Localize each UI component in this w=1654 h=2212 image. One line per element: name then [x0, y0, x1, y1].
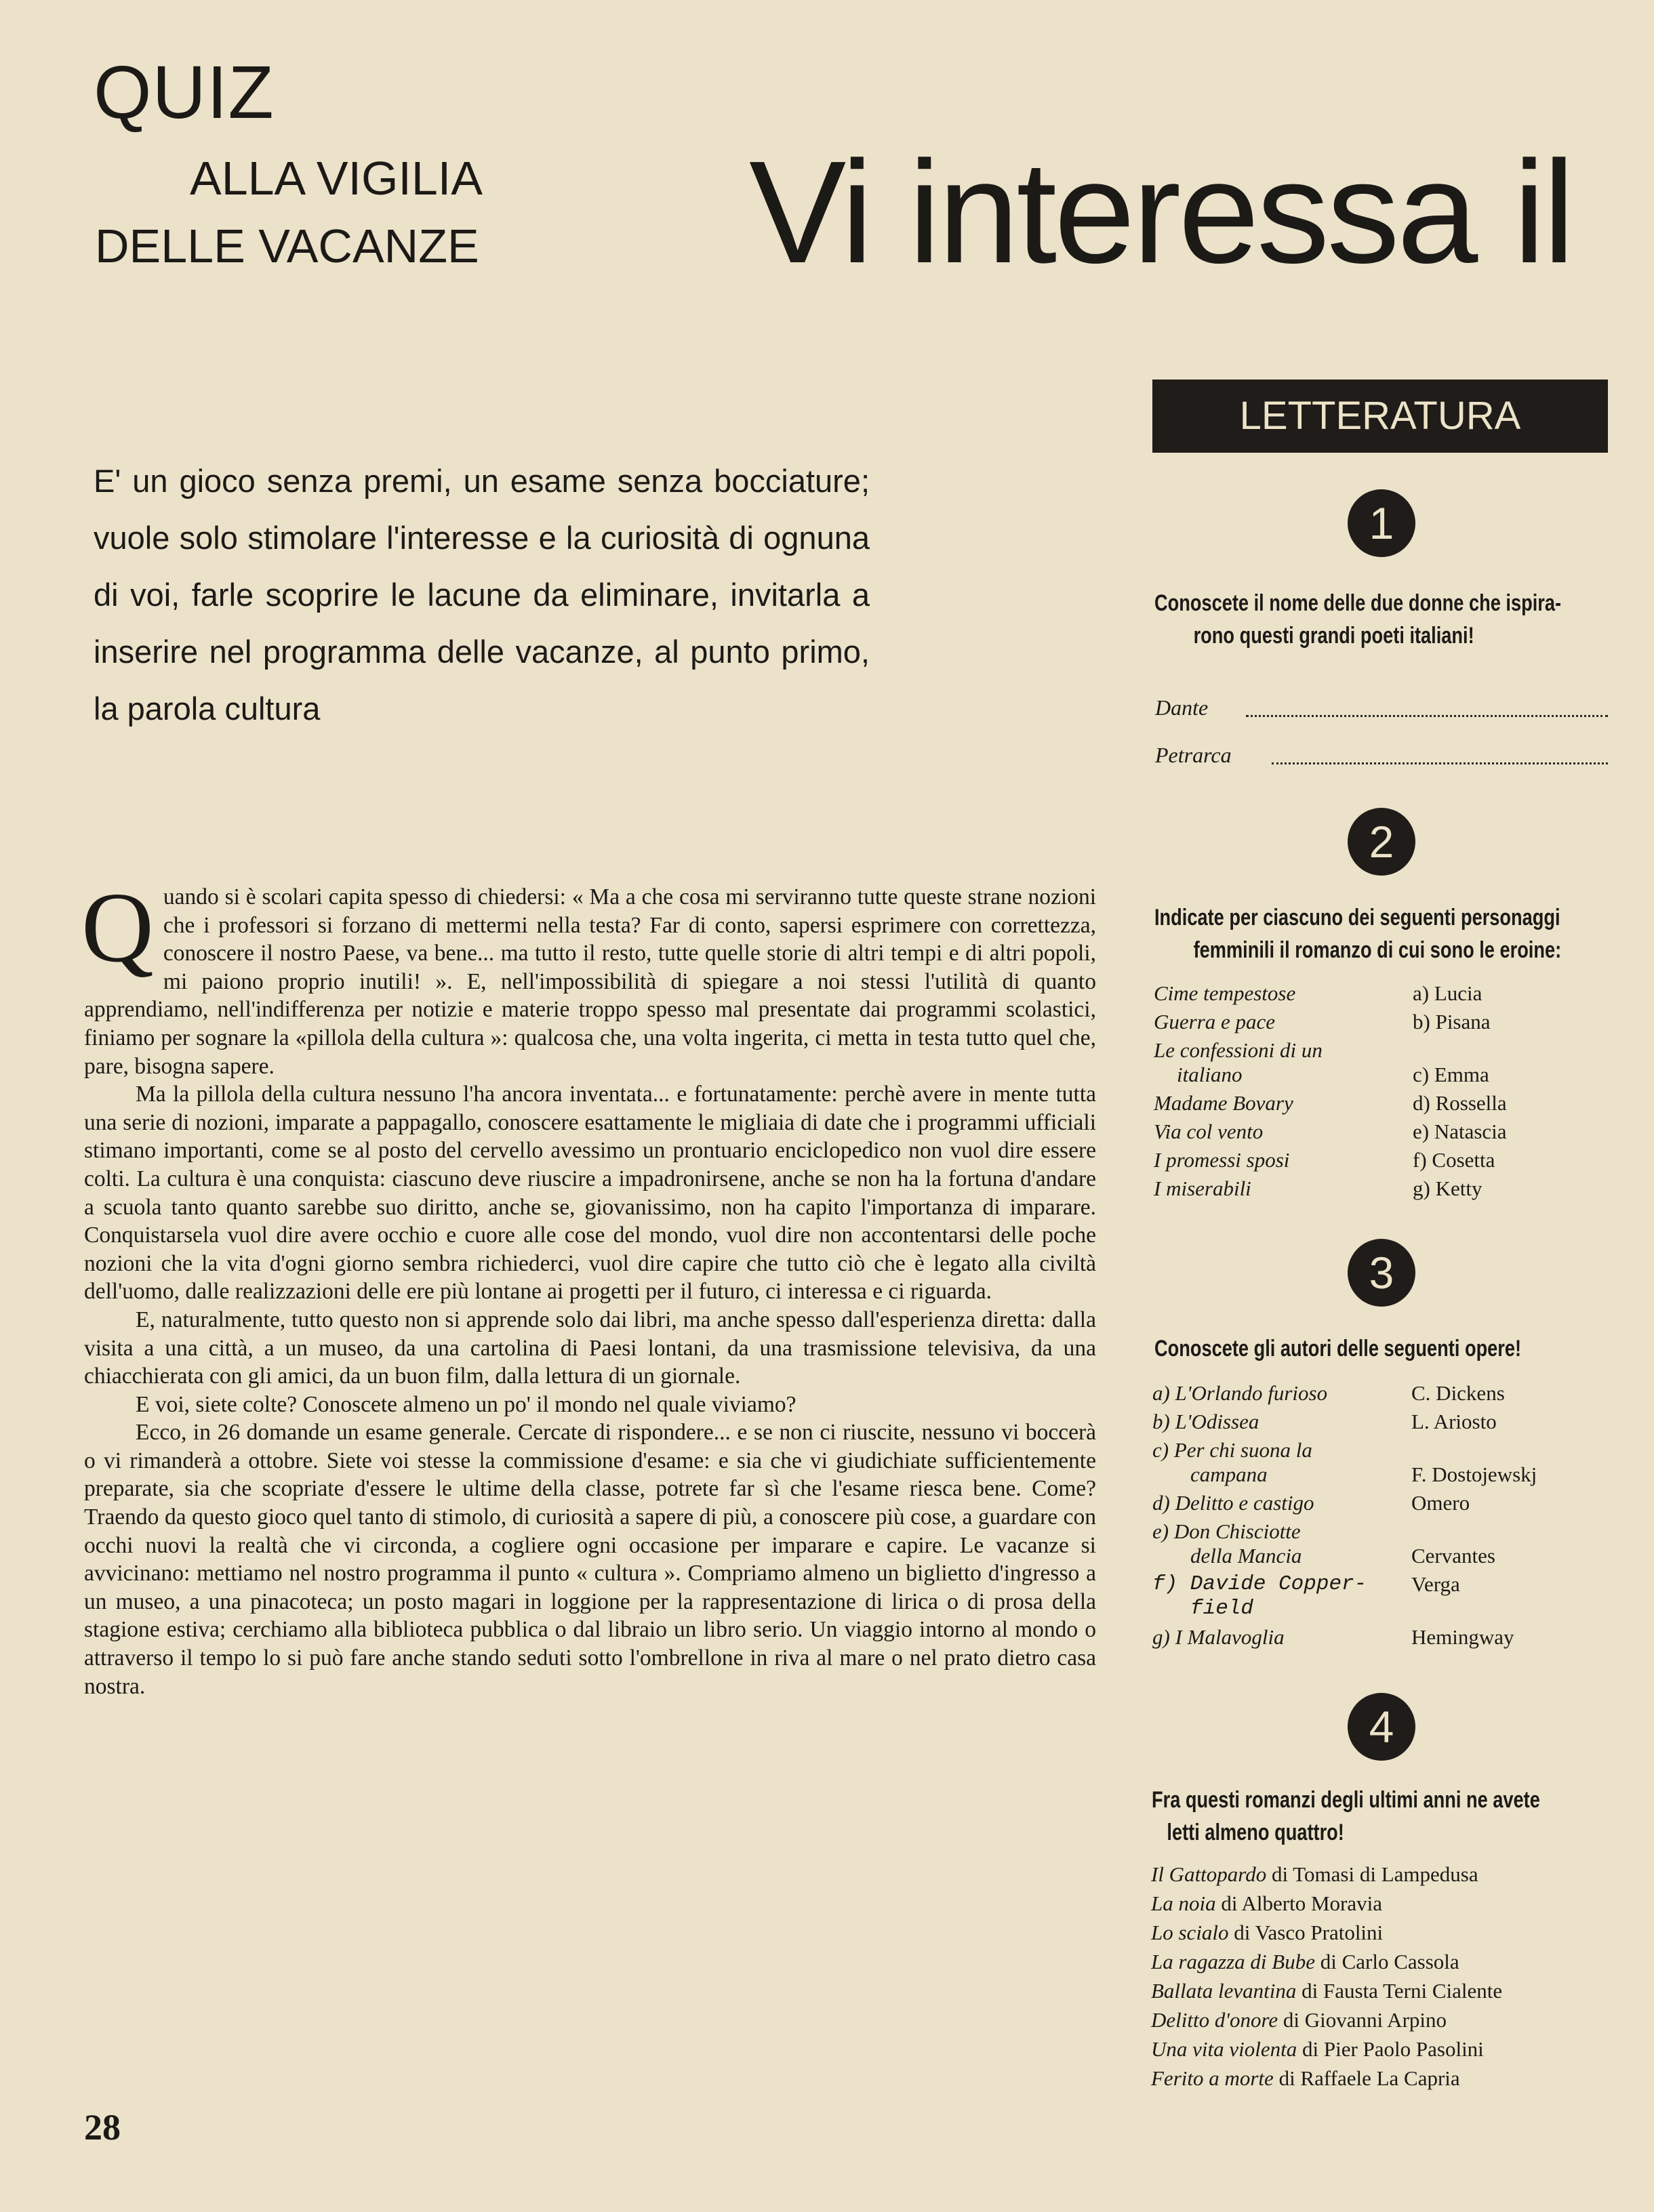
work-item: campana: [1190, 1462, 1268, 1486]
question-2-text: [1154, 901, 1605, 966]
section-banner: LETTERATURA: [1152, 380, 1608, 453]
subtitle-line2: DELLE VACANZE: [95, 220, 479, 272]
book-item: Una vita violenta di Pier Paolo Pasolini: [1151, 2037, 1484, 2061]
page-number: 28: [84, 2107, 121, 2148]
answer-label-dante: Dante: [1155, 695, 1209, 720]
novel-item: I promessi sposi: [1154, 1148, 1290, 1172]
question-3-text: [1154, 1332, 1605, 1365]
heroine-item: a) Lucia: [1413, 981, 1482, 1005]
headline: Vi interessa il: [749, 130, 1573, 293]
subtitle-line1: ALLA VIGILIA: [190, 152, 483, 205]
question-1-line2: rono questi grandi poeti italiani!: [1193, 623, 1474, 649]
work-item: c) Per chi suona la: [1152, 1438, 1312, 1462]
article-paragraph-2: Ma la pillola della cultura nessuno l'ha ancora inventata... e fortunatamente: perchè avere in mente tutta una serie di nozioni, imparate a pappagallo, conoscere esattamente le migliaia di date che i programmi ufficiali stimano importanti, come se al posto del cervello avessimo un prontuario enciclopedico non vuol dire essere colti. La cultura è una conquista: ciascuno deve riuscire a impadronirsene, anche se non ha la fortuna d'andare a scuola tanto quanto sarebbe suo diritto, anche se, giovanissimo, non ha capito l'importanza di imparare. Conquistarsela vuol dire avere occhio e cuore alle cose del mondo, vuol dire non accontentarsi delle poche nozioni che la vita d'ogni giorno sembra richiederci, vuol dire capire che tutto ciò che è legato alla civiltà dell'uomo, dalle realizzazioni delle ere più lontane ai progetti per il futuro, ci interessa e ci riguarda.: [84, 1082, 1096, 1305]
heroine-item: g) Ketty: [1413, 1176, 1482, 1200]
novel-item: Guerra e pace: [1154, 1010, 1276, 1033]
question-4-line1: Fra questi romanzi degli ultimi anni ne avete: [1152, 1787, 1540, 1813]
question-number-1: 1: [1348, 489, 1415, 557]
heroine-item: f) Cosetta: [1413, 1148, 1495, 1172]
heroine-item: d) Rossella: [1413, 1091, 1507, 1115]
book-item: Il Gattopardo di Tomasi di Lampedusa: [1151, 1862, 1478, 1886]
work-item: f) Davide Copper-: [1152, 1572, 1367, 1596]
question-number-2: 2: [1348, 808, 1415, 876]
work-item: field: [1190, 1597, 1254, 1620]
work-item: b) L'Odissea: [1152, 1410, 1259, 1433]
novel-item: italiano: [1177, 1063, 1243, 1086]
question-4-line2: letti almeno quattro!: [1167, 1820, 1344, 1845]
book-item: Delitto d'onore di Giovanni Arpino: [1151, 2008, 1447, 2032]
novel-item: Via col vento: [1154, 1120, 1264, 1143]
work-item: a) L'Orlando furioso: [1152, 1381, 1328, 1405]
question-2-line1: Indicate per ciascuno dei seguenti personaggi: [1154, 905, 1560, 930]
book-item: La ragazza di Bube di Carlo Cassola: [1151, 1950, 1459, 1973]
novel-item: Cime tempestose: [1154, 981, 1296, 1005]
article-paragraph-5: Ecco, in 26 domande un esame generale. Cercate di rispondere... e se non ci riuscite, nessuno vi boccerà o vi rimanderà a ottobre. Siete voi stesse la commissione d'esame: e sia che vi giudichiate sufficientemente preparate, sia che scopriate d'essere le ultime della classe, potrete far sì che l'esame riesca bene. Come? Traendo da questo gioco quel tanto di stimolo, di curiosità a sapere di più, a conoscere più cose, a guardare con occhi nuovi la realtà che vi circonda, a cogliere ogni occasione per imparare e capire. Le vacanze si avvicinano: mettiamo nel nostro programma il punto « cultura ». Compriamo almeno un biglietto d'ingresso a un museo, a una pinacoteca; un posto magari in loggione per la rappresentazione di lirica o di prosa della stagione estiva; cerchiamo alla biblioteca pubblica o dal libraio un libro serio. Un viaggio intorno al mondo o attraverso il tempo lo si può fare anche stando seduti sotto l'ombrellone in riva al mare o nel prato dietro casa nostra.: [84, 1420, 1096, 1699]
answer-label-petrarca: Petrarca: [1155, 743, 1232, 767]
author-item: C. Dickens: [1411, 1381, 1505, 1405]
author-item: Cervantes: [1411, 1544, 1495, 1568]
question-3-line1: Conoscete gli autori delle seguenti opere!: [1154, 1336, 1522, 1361]
book-item: Lo scialo di Vasco Pratolini: [1151, 1921, 1384, 1944]
article-body: [81, 872, 1096, 1700]
article-paragraph-1: uando si è scolari capita spesso di chiedersi: « Ma a che cosa mi serviranno tutte queste strane nozioni che i professori si forzano di mettermi nella testa? Far di conto, sapersi esprimere con correttezza, conoscere il nostro Paese, va bene... ma tutto il resto, tutte quelle storie di altri tempi e di altri popoli, mi paiono proprio inutili! ». E, nell'impossibilità di spiegare a noi stessi l'utilità di quanto apprendiamo, nell'indifferenza per notizie e materie troppo spesso mal presentate dai programmi scolastici, finiamo per sognare la «pillola della cultura »: qualcosa che, una volta ingerita, ci metta in testa tutto quel che, pare, bisogna sapere.: [84, 884, 1096, 1079]
work-item: della Mancia: [1190, 1544, 1302, 1568]
drop-cap: Q: [81, 872, 154, 983]
heroine-item: c) Emma: [1413, 1063, 1489, 1086]
novel-item: I miserabili: [1154, 1176, 1251, 1200]
quiz-title: QUIZ: [94, 51, 275, 134]
book-item: La noia di Alberto Moravia: [1151, 1891, 1382, 1915]
author-item: F. Dostojewskj: [1411, 1462, 1537, 1486]
question-4-text: [1152, 1784, 1602, 1849]
article-paragraph-4: E voi, siete colte? Conoscete almeno un po' il mondo nel quale viviamo?: [136, 1391, 796, 1417]
author-item: Hemingway: [1411, 1625, 1514, 1649]
question-number-3: 3: [1348, 1239, 1415, 1307]
novel-item: Madame Bovary: [1154, 1091, 1293, 1115]
heroine-item: e) Natascia: [1413, 1120, 1507, 1143]
work-item: g) I Malavoglia: [1152, 1625, 1285, 1649]
heroine-item: b) Pisana: [1413, 1010, 1491, 1033]
answer-field-dante[interactable]: [1246, 715, 1608, 717]
answer-field-petrarca[interactable]: [1272, 762, 1608, 764]
question-1-text: [1154, 587, 1605, 652]
question-1-line1: Conoscete il nome delle due donne che ispira-: [1154, 590, 1562, 616]
question-number-4: 4: [1348, 1693, 1415, 1761]
author-item: Verga: [1411, 1572, 1460, 1596]
work-item: d) Delitto e castigo: [1152, 1491, 1314, 1515]
question-2-line2: femminili il romanzo di cui sono le eroine:: [1193, 937, 1562, 963]
article-paragraph-3: E, naturalmente, tutto questo non si apprende solo dai libri, ma anche spesso dall'esperienza diretta: dalla visita a una città, a un museo, da una cartolina di Paesi lontani, da una trasmissione televisiva, da una chiacchierata con gli amici, da un buon film, dalla lettura di un giornale.: [84, 1307, 1096, 1389]
author-item: Omero: [1411, 1491, 1470, 1515]
novel-item: Le confessioni di un: [1154, 1038, 1323, 1062]
author-item: L. Ariosto: [1411, 1410, 1497, 1433]
intro-paragraph: E' un gioco senza premi, un esame senza bocciature; vuole solo stimolare l'interesse e la curiosità di ognuna di voi, farle scoprire le lacune da eliminare, invitarla a inserire nel programma delle vacanze, al punto primo, la parola cultura: [94, 463, 870, 726]
work-item: e) Don Chisciotte: [1152, 1519, 1301, 1543]
book-item: Ballata levantina di Fausta Terni Cialente: [1151, 1979, 1503, 2003]
book-item: Ferito a morte di Raffaele La Capria: [1151, 2066, 1460, 2090]
